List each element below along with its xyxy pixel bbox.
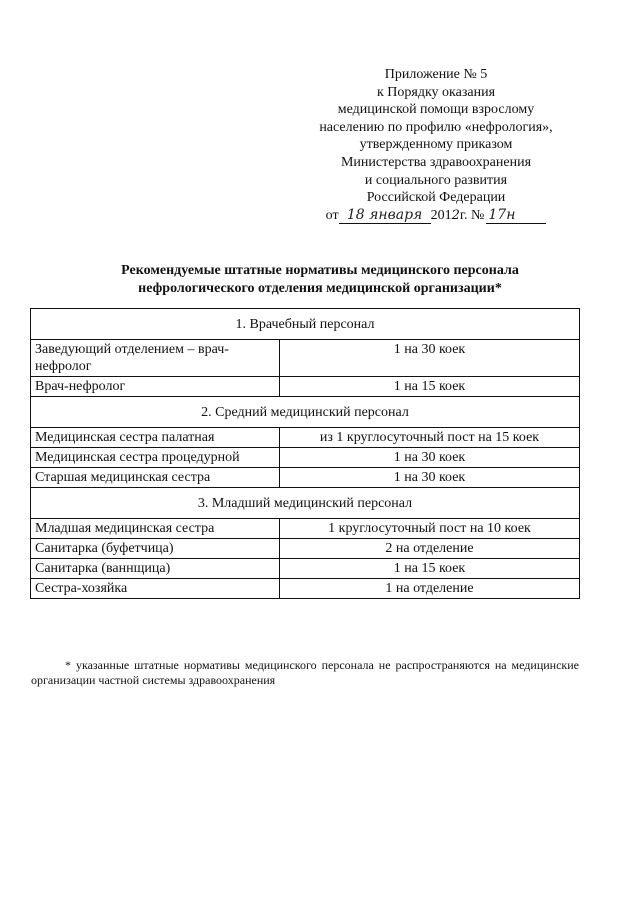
appendix-line: к Порядку оказания bbox=[376, 84, 496, 100]
position-cell: Сестра-хозяйка bbox=[31, 579, 280, 599]
order-reference bbox=[300, 207, 572, 225]
position-cell: Старшая медицинская сестра bbox=[31, 468, 280, 488]
order-number-handwritten: 17н bbox=[486, 208, 546, 224]
norm-cell: из 1 круглосуточный пост на 15 коек bbox=[280, 428, 580, 448]
footnote: * указанные штатные нормативы медицинского персонала не распространяются на медицинские организации частной системы здравоохранения bbox=[31, 658, 579, 687]
table-row bbox=[31, 468, 580, 488]
position-cell: Медицинская сестра палатная bbox=[31, 428, 280, 448]
section-heading: 2. Средний медицинский персонал bbox=[31, 397, 580, 428]
title-line-1: Рекомендуемые штатные нормативы медицинского персонала bbox=[121, 263, 519, 278]
appendix-line: Российской Федерации bbox=[366, 190, 506, 206]
norm-cell: 2 на отделение bbox=[280, 539, 580, 559]
order-year-suffix: г. № bbox=[459, 207, 485, 223]
section-heading: 1. Врачебный персонал bbox=[31, 309, 580, 340]
position-cell: Врач-нефролог bbox=[31, 377, 280, 397]
appendix-line: населению по профилю «нефрология», bbox=[319, 119, 553, 135]
norm-cell: 1 на 30 коек bbox=[280, 468, 580, 488]
order-year-printed: 201 bbox=[430, 207, 452, 223]
table-row bbox=[31, 340, 580, 377]
table-row bbox=[31, 377, 580, 397]
appendix-line: и социального развития bbox=[364, 172, 508, 188]
order-date-handwritten: 18 января bbox=[339, 208, 431, 224]
position-cell: Медицинская сестра процедурной bbox=[31, 448, 280, 468]
order-year-handwritten: 2 bbox=[451, 207, 460, 223]
section-row bbox=[31, 488, 580, 519]
table-row bbox=[31, 579, 580, 599]
appendix-line: утвержденному приказом bbox=[359, 137, 513, 153]
document-title bbox=[40, 262, 600, 298]
norm-cell: 1 круглосуточный пост на 10 коек bbox=[280, 519, 580, 539]
section-heading: 3. Младший медицинский персонал bbox=[31, 488, 580, 519]
norm-cell: 1 на отделение bbox=[280, 579, 580, 599]
appendix-line: Министерства здравоохранения bbox=[340, 154, 532, 170]
order-prefix: от bbox=[325, 207, 339, 223]
norm-cell: 1 на 15 коек bbox=[280, 559, 580, 579]
position-cell: Заведующий отделением – врач-нефролог bbox=[31, 340, 280, 377]
table-row bbox=[31, 559, 580, 579]
norm-cell: 1 на 15 коек bbox=[280, 377, 580, 397]
appendix-line: медицинской помощи взрослому bbox=[337, 102, 535, 118]
norm-cell: 1 на 30 коек bbox=[280, 340, 580, 377]
appendix-line: Приложение № 5 bbox=[384, 67, 488, 82]
table-row bbox=[31, 428, 580, 448]
section-row bbox=[31, 397, 580, 428]
position-cell: Санитарка (ваннщица) bbox=[31, 559, 280, 579]
table-row bbox=[31, 519, 580, 539]
position-cell: Санитарка (буфетчица) bbox=[31, 539, 280, 559]
staffing-norms-table bbox=[30, 308, 580, 599]
table-row bbox=[31, 448, 580, 468]
norm-cell: 1 на 30 коек bbox=[280, 448, 580, 468]
table-row bbox=[31, 539, 580, 559]
appendix-header bbox=[300, 66, 572, 224]
title-line-2: нефрологического отделения медицинской организации* bbox=[138, 281, 502, 296]
section-row bbox=[31, 309, 580, 340]
position-cell: Младшая медицинская сестра bbox=[31, 519, 280, 539]
